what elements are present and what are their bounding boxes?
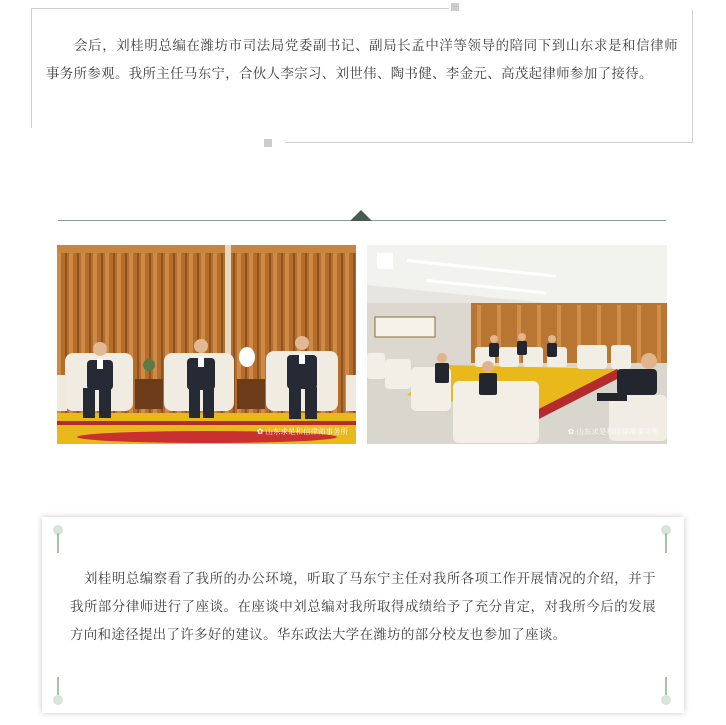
frame-corner-square [264, 139, 272, 147]
frame-corner-square [451, 3, 459, 11]
summary-paragraph: 刘桂明总编察看了我所的办公环境，听取了马东宁主任对我所各项工作开展情况的介绍，并于我所部分律师进行了座谈。在座谈中刘总编对我所取得成绩给予了充分肯定，对我所今后的发展方向和途径提出了许多好的建议。华东政法大学在潍坊的部分校友也参加了座谈。 [70, 572, 656, 643]
frame-left-line [31, 8, 32, 128]
frame-bottom-line [285, 142, 693, 143]
photo-watermark: ✿ 山东求是和信律师事务所 [567, 427, 659, 436]
pin-icon [53, 525, 63, 555]
wechat-icon: ✿ [256, 427, 264, 436]
divider-triangle-icon [350, 210, 372, 221]
photo-meeting-left [57, 245, 356, 444]
intro-paragraph: 会后，刘桂明总编在潍坊市司法局党委副书记、副局长孟中洋等领导的陪同下到山东求是和信律师事务所参观。我所主任马东宁，合伙人李宗习、刘世伟、陶书健、李金元、高茂起律师参加了接待。 [46, 39, 678, 82]
frame-top-line [31, 8, 449, 9]
pin-icon [53, 675, 63, 705]
pin-icon [661, 525, 671, 555]
photo-watermark: ✿ 山东求是和信律师事务所 [256, 427, 348, 436]
wechat-icon: ✿ [567, 427, 575, 436]
pin-icon [661, 675, 671, 705]
photo-meeting-right [367, 245, 667, 444]
frame-right-line [692, 10, 693, 142]
